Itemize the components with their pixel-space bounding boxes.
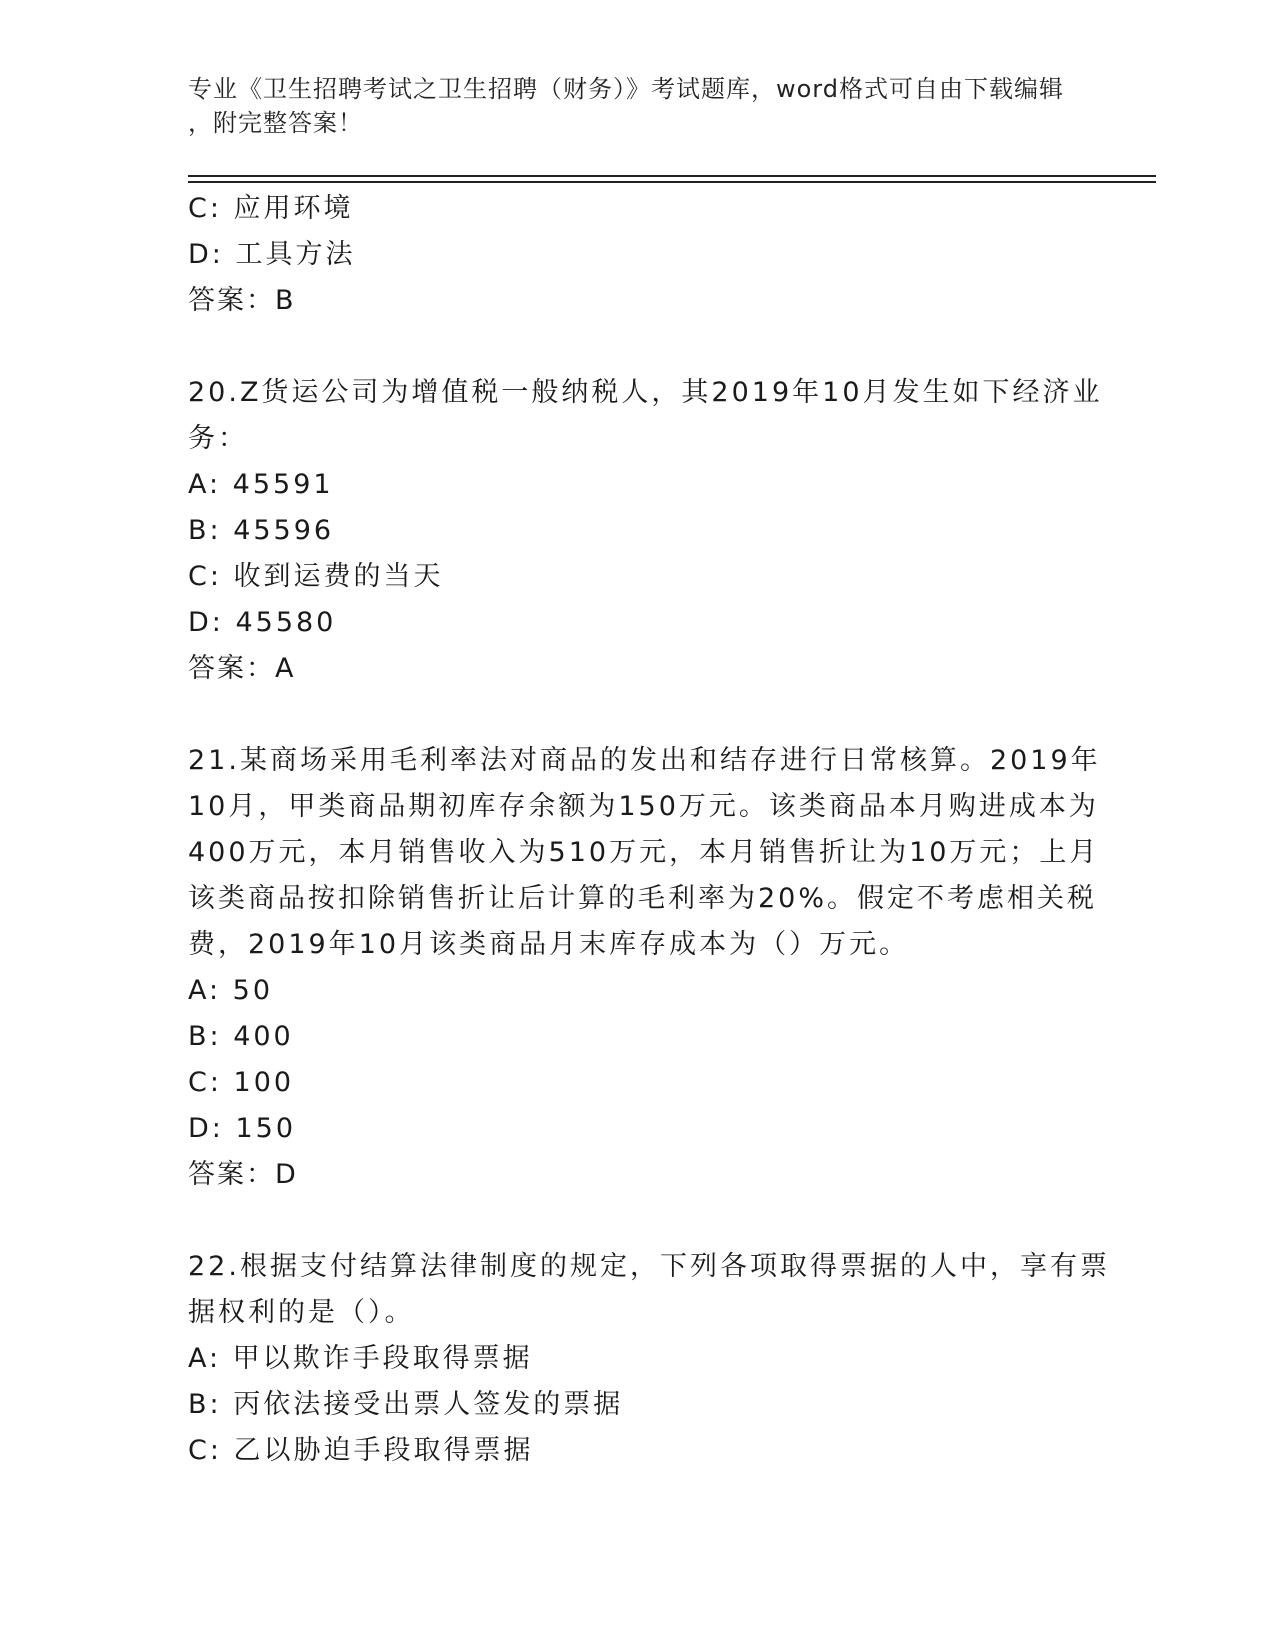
question-text-line: 务： (188, 423, 248, 454)
header-line-2: ，附完整答案！ (188, 109, 363, 137)
header-rule-bottom (188, 181, 1156, 183)
question-text-line: 22.根据支付结算法律制度的规定，下列各项取得票据的人中，享有票 (188, 1251, 1110, 1282)
question-text-line: 据权利的是（）。 (188, 1297, 415, 1328)
option-a: A: 45591 (188, 469, 334, 500)
question-19-tail (188, 186, 1088, 324)
question-22 (188, 1244, 1110, 1474)
option-b: B: 400 (188, 1021, 294, 1052)
option-d: D: 45580 (188, 607, 337, 638)
answer-line: 答案：A (188, 653, 296, 684)
question-text-line: 20.Z货运公司为增值税一般纳税人，其2019年10月发生如下经济业 (188, 377, 1103, 408)
option-c: C: 应用环境 (188, 193, 354, 224)
question-20 (188, 370, 1103, 692)
option-d: D: 工具方法 (188, 239, 356, 270)
answer-line: 答案：D (188, 1159, 298, 1190)
spacer (188, 692, 1088, 738)
option-d: D: 150 (188, 1113, 297, 1144)
option-b: B: 丙依法接受出票人签发的票据 (188, 1389, 624, 1420)
spacer (188, 1198, 1088, 1244)
question-text-line: 400万元，本月销售收入为510万元，本月销售折让为10万元；上月 (188, 837, 1100, 868)
question-text-line: 21.某商场采用毛利率法对商品的发出和结存进行日常核算。2019年 (188, 745, 1101, 776)
question-list (188, 186, 1110, 1474)
header-rule-top (188, 175, 1156, 177)
option-c: C: 收到运费的当天 (188, 561, 444, 592)
option-c: C: 乙以胁迫手段取得票据 (188, 1435, 534, 1466)
option-a: A: 甲以欺诈手段取得票据 (188, 1343, 533, 1374)
document-header (188, 72, 1088, 140)
question-21 (188, 738, 1101, 1198)
spacer (188, 324, 1088, 370)
answer-line: 答案：B (188, 285, 296, 316)
option-c: C: 100 (188, 1067, 295, 1098)
question-text-line: 该类商品按扣除销售折让后计算的毛利率为20%。假定不考虑相关税 (188, 883, 1098, 914)
header-line-1: 专业《卫生招聘考试之卫生招聘（财务）》考试题库，word格式可自由下载编辑 (188, 75, 1064, 103)
question-text-line: 费，2019年10月该类商品月末库存成本为（）万元。 (188, 929, 910, 960)
option-a: A: 50 (188, 975, 274, 1006)
question-text-line: 10月，甲类商品期初库存余额为150万元。该类商品本月购进成本为 (188, 791, 1099, 822)
option-b: B: 45596 (188, 515, 335, 546)
